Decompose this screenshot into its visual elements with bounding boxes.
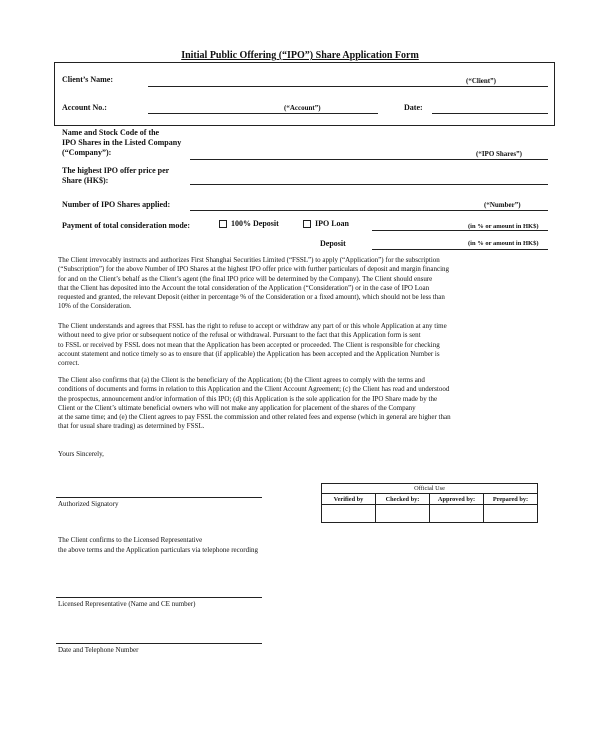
authorized-signatory-label: Authorized Signatory — [58, 500, 119, 508]
deposit-100-label: 100% Deposit — [231, 219, 279, 228]
licensed-rep-signature-line[interactable] — [56, 597, 262, 598]
account-placeholder: (“Account”) — [284, 104, 321, 112]
deposit-100-checkbox[interactable] — [219, 220, 227, 228]
approved-by-cell[interactable] — [430, 505, 484, 523]
ipo-loan-note: (in % or amount in HK$) — [468, 223, 539, 230]
paragraph-authorization: The Client irrevocably instructs and authorizes First Shanghai Securities Limited (“FSSL”) to apply (“Application”) for the subscription (“Subscription”) for the above Number of IPO Shares at the highest IPO offer price with further particulars of deposit and margin financing for and on the Client’s behalf as the Client’s agent (the final IPO price will be determined by the Company). The Client should ensure that the Client has deposited into the Account the total consideration of the Application (“Consideration”) or in the case of IPO Loan requested and granted, the relevant Deposit (either in percentage % of the Consideration or a fixed amount), which should not be less than 10% of the Consideration. — [58, 256, 450, 311]
licensed-rep-label: Licensed Representative (Name and CE number) — [58, 600, 196, 608]
date-label: Date: — [404, 103, 423, 112]
date-telephone-label: Date and Telephone Number — [58, 646, 139, 654]
client-info-box — [54, 62, 555, 126]
ipo-loan-field[interactable] — [372, 230, 548, 231]
official-use-table — [321, 483, 538, 523]
account-no-field[interactable] — [148, 113, 378, 114]
offer-price-field[interactable] — [190, 184, 548, 185]
paragraph-confirmation: The Client also confirms that (a) the Client is the beneficiary of the Application; (b) the Client agrees to comply with the terms and conditions of documents and forms in relation to this Application and the Client Account Agreement; (c) the Client has read and understood the prospectus, announcement and/or information of this IPO; (d) this Application is the sole application for the IPO Share made by the Client or the Client’s ultimate beneficial owners who will not make any application for placement of the shares of the Company at the same time; and (e) the Client agrees to pay FSSL the commission and other related fees and expense (which in general are higher than that for usual share trading) as determined by FSSL. — [58, 376, 451, 431]
ipo-loan-checkbox[interactable] — [303, 220, 311, 228]
authorized-signature-line[interactable] — [56, 497, 262, 498]
stock-field[interactable] — [190, 159, 548, 160]
number-applied-label: Number of IPO Shares applied: — [62, 200, 171, 209]
paragraph-refusal: The Client understands and agrees that FSSL has the right to refuse to accept or withdraw any part of or this whole Application at any time without need to give prior or subsequent notice of the refusal or withdrawal. Pursuant to the fact that this Application form is sent to FSSL or received by FSSL does not mean that the Application has been accepted or proceeded. The Client is responsible for checking account statement and notice timely so as to ensure that (if applicable) the Application has been accepted and the Application Number is correct. — [58, 322, 447, 368]
verified-by-cell[interactable] — [322, 505, 376, 523]
client-name-label: Client’s Name: — [62, 75, 114, 84]
account-no-label: Account No.: — [62, 103, 107, 112]
prepared-by-cell[interactable] — [484, 505, 538, 523]
stock-label: Name and Stock Code of the IPO Shares in the Listed Company (“Company”): — [62, 128, 182, 157]
closing-text: Yours Sincerely, — [58, 450, 104, 458]
number-placeholder: (“Number”) — [484, 201, 521, 209]
checked-by-header: Checked by: — [376, 494, 430, 505]
client-placeholder: (“Client”) — [466, 77, 496, 85]
deposit-field[interactable] — [372, 249, 548, 250]
ipo-loan-label: IPO Loan — [315, 219, 350, 228]
form-title: Initial Public Offering (“IPO”) Share Application Form — [181, 50, 419, 61]
deposit-100-option[interactable] — [219, 219, 279, 228]
ipo-loan-option[interactable] — [303, 219, 349, 228]
prepared-by-header: Prepared by: — [484, 494, 538, 505]
deposit-label: Deposit — [320, 239, 346, 248]
client-confirms-text: The Client confirms to the Licensed Representative the above terms and the Application particulars via telephone recording — [58, 536, 259, 554]
verified-by-header: Verified by — [322, 494, 376, 505]
deposit-note: (in % or amount in HK$) — [468, 240, 539, 247]
payment-mode-label: Payment of total consideration mode: — [62, 221, 190, 230]
offer-price-label: The highest IPO offer price per Share (HK$): — [62, 166, 170, 185]
date-field[interactable] — [432, 113, 548, 114]
official-use-heading: Official Use — [322, 484, 538, 494]
date-telephone-line[interactable] — [56, 643, 262, 644]
stock-placeholder: (“IPO Shares”) — [476, 150, 522, 158]
client-name-field[interactable] — [148, 86, 548, 87]
approved-by-header: Approved by: — [430, 494, 484, 505]
checked-by-cell[interactable] — [376, 505, 430, 523]
number-applied-field[interactable] — [190, 210, 548, 211]
